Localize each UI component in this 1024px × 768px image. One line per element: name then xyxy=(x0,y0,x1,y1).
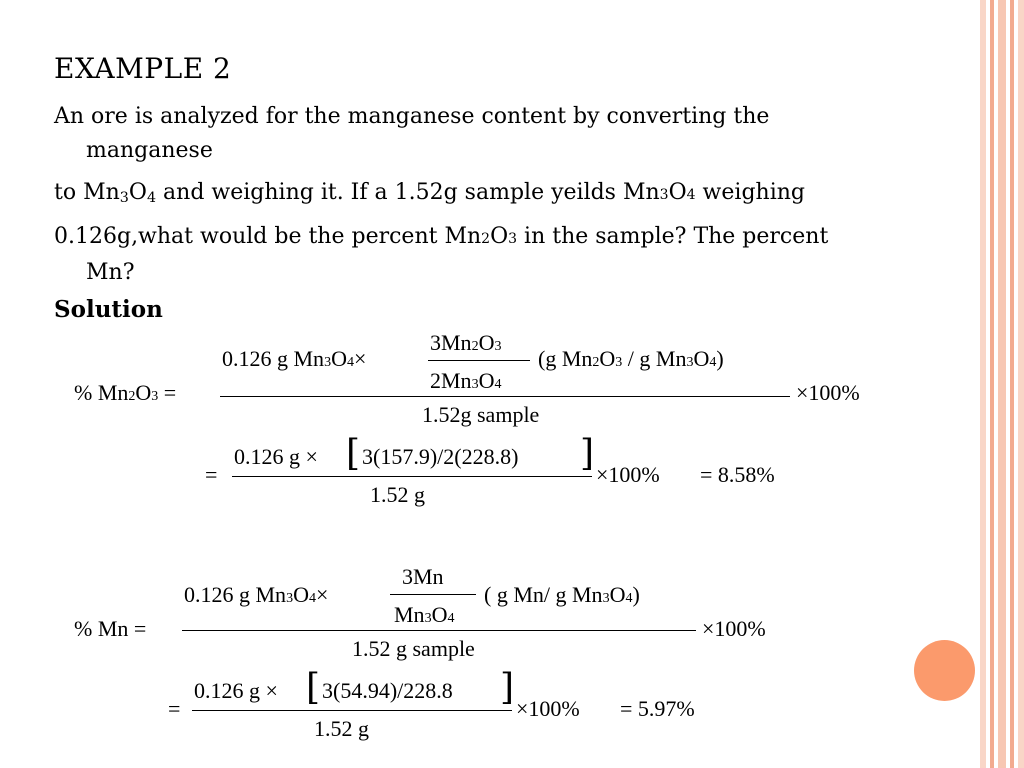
eq3-pct: ×100% xyxy=(702,616,766,641)
subscript: 4 xyxy=(346,355,354,370)
eq4-num: 0.126 g × xyxy=(194,678,278,703)
subscript: 3 xyxy=(286,591,294,606)
subscript: 3 xyxy=(602,591,610,606)
problem-text: manganese xyxy=(86,138,213,163)
bracket: ] xyxy=(500,667,515,708)
eq-text: O xyxy=(478,330,495,355)
eq-text: = xyxy=(163,380,177,405)
problem-text: Mn? xyxy=(86,260,135,285)
subscript: 4 xyxy=(146,190,157,206)
eq1-pct: ×100% xyxy=(796,380,860,405)
subscript: 4 xyxy=(625,591,633,606)
problem-text: O xyxy=(128,180,147,205)
eq3-frac-bot xyxy=(394,602,454,628)
eq-text: O xyxy=(331,346,347,371)
problem-text: to Mn xyxy=(54,180,120,205)
subscript: 3 xyxy=(686,355,694,370)
stripe xyxy=(980,0,986,768)
eq1-den: 1.52g sample xyxy=(422,402,540,427)
subscript: 3 xyxy=(324,355,332,370)
eq1-unit xyxy=(538,346,724,372)
stripe xyxy=(998,0,1006,768)
problem-text: weighing xyxy=(695,180,805,205)
eq2-equals: = xyxy=(205,462,218,487)
eq1-frac-top xyxy=(430,330,501,356)
eq2-num: 0.126 g × xyxy=(234,444,318,469)
eq-text: O xyxy=(431,602,448,627)
eq-text: ) xyxy=(716,346,724,371)
problem-line-1 xyxy=(54,100,954,168)
eq-text: O xyxy=(135,380,152,405)
eq-text: × xyxy=(315,582,329,607)
problem-line-2 xyxy=(54,176,954,212)
subscript: 3 xyxy=(659,187,669,203)
bracket: [ xyxy=(306,667,321,708)
subscript: 4 xyxy=(308,591,316,606)
eq-text: (g Mn xyxy=(538,346,593,371)
eq4-result: = 5.97% xyxy=(620,696,695,721)
eq-text: 0.126 g Mn xyxy=(222,346,325,371)
slide-title: EXAMPLE 2 xyxy=(54,52,232,85)
fraction-bar xyxy=(182,630,696,631)
eq-text: 0.126 g Mn xyxy=(184,582,287,607)
eq-text: O xyxy=(599,346,616,371)
eq1-num xyxy=(222,346,366,372)
eq-text: O xyxy=(478,368,495,393)
stripe xyxy=(1018,0,1024,768)
problem-text: and weighing it. If a 1.52g sample yeilds Mn xyxy=(156,180,660,205)
eq4-pct: ×100% xyxy=(516,696,580,721)
eq-text: % Mn xyxy=(74,380,129,405)
eq1-frac-bot xyxy=(430,368,501,394)
decorative-stripes xyxy=(980,0,1024,768)
subscript: 2 xyxy=(481,231,491,247)
eq-text: / g Mn xyxy=(622,346,687,371)
eq4-den: 1.52 g xyxy=(314,716,369,741)
subscript: 2 xyxy=(471,339,479,354)
subscript: 4 xyxy=(494,377,502,392)
fraction-bar xyxy=(232,476,592,477)
eq-text: 2Mn xyxy=(430,368,472,393)
stripe xyxy=(990,0,994,768)
eq-text: 3Mn xyxy=(430,330,472,355)
eq-text: O xyxy=(293,582,309,607)
eq-text: O xyxy=(693,346,710,371)
fraction-bar xyxy=(428,360,530,361)
subscript: 4 xyxy=(447,611,455,626)
eq-text: × xyxy=(353,346,367,371)
fraction-bar xyxy=(390,594,476,595)
bracket: [ xyxy=(346,433,361,474)
eq3-unit xyxy=(484,582,640,608)
eq2-den: 1.52 g xyxy=(370,482,425,507)
eq3-num xyxy=(184,582,328,608)
subscript: 3 xyxy=(119,190,129,206)
subscript: 3 xyxy=(615,355,623,370)
solution-label: Solution xyxy=(54,296,163,323)
stripe xyxy=(1010,0,1014,768)
eq3-den: 1.52 g sample xyxy=(352,636,475,661)
eq4-equals: = xyxy=(168,696,181,721)
eq-text: ( g Mn/ g Mn xyxy=(484,582,603,607)
decorative-circle xyxy=(914,640,975,701)
problem-text: O xyxy=(668,180,687,205)
subscript: 2 xyxy=(128,389,136,404)
eq3-lhs: % Mn = xyxy=(74,616,147,641)
subscript: 3 xyxy=(471,377,479,392)
subscript: 3 xyxy=(508,231,518,247)
subscript: 4 xyxy=(709,355,717,370)
eq4-bracket-content: 3(54.94)/228.8 xyxy=(322,678,453,703)
eq-text: O xyxy=(609,582,626,607)
fraction-bar xyxy=(220,396,790,397)
eq2-bracket-content: 3(157.9)/2(228.8) xyxy=(362,444,519,469)
bracket: ] xyxy=(580,433,595,474)
problem-text: O xyxy=(490,224,509,249)
subscript: 2 xyxy=(592,355,600,370)
problem-line-3 xyxy=(54,220,954,290)
eq-text: Mn xyxy=(394,602,425,627)
eq3-frac-top: 3Mn xyxy=(402,564,444,589)
fraction-bar xyxy=(192,710,512,711)
subscript: 3 xyxy=(494,339,502,354)
eq-text: ) xyxy=(632,582,640,607)
subscript: 3 xyxy=(151,389,159,404)
problem-text: An ore is analyzed for the manganese content by converting the xyxy=(54,104,770,129)
subscript: 3 xyxy=(424,611,432,626)
subscript: 4 xyxy=(686,187,696,203)
eq1-lhs xyxy=(74,380,176,406)
problem-text: in the sample? The percent xyxy=(517,224,829,249)
eq2-result: = 8.58% xyxy=(700,462,775,487)
problem-text: 0.126g,what would be the percent Mn xyxy=(54,224,482,249)
eq2-pct: ×100% xyxy=(596,462,660,487)
